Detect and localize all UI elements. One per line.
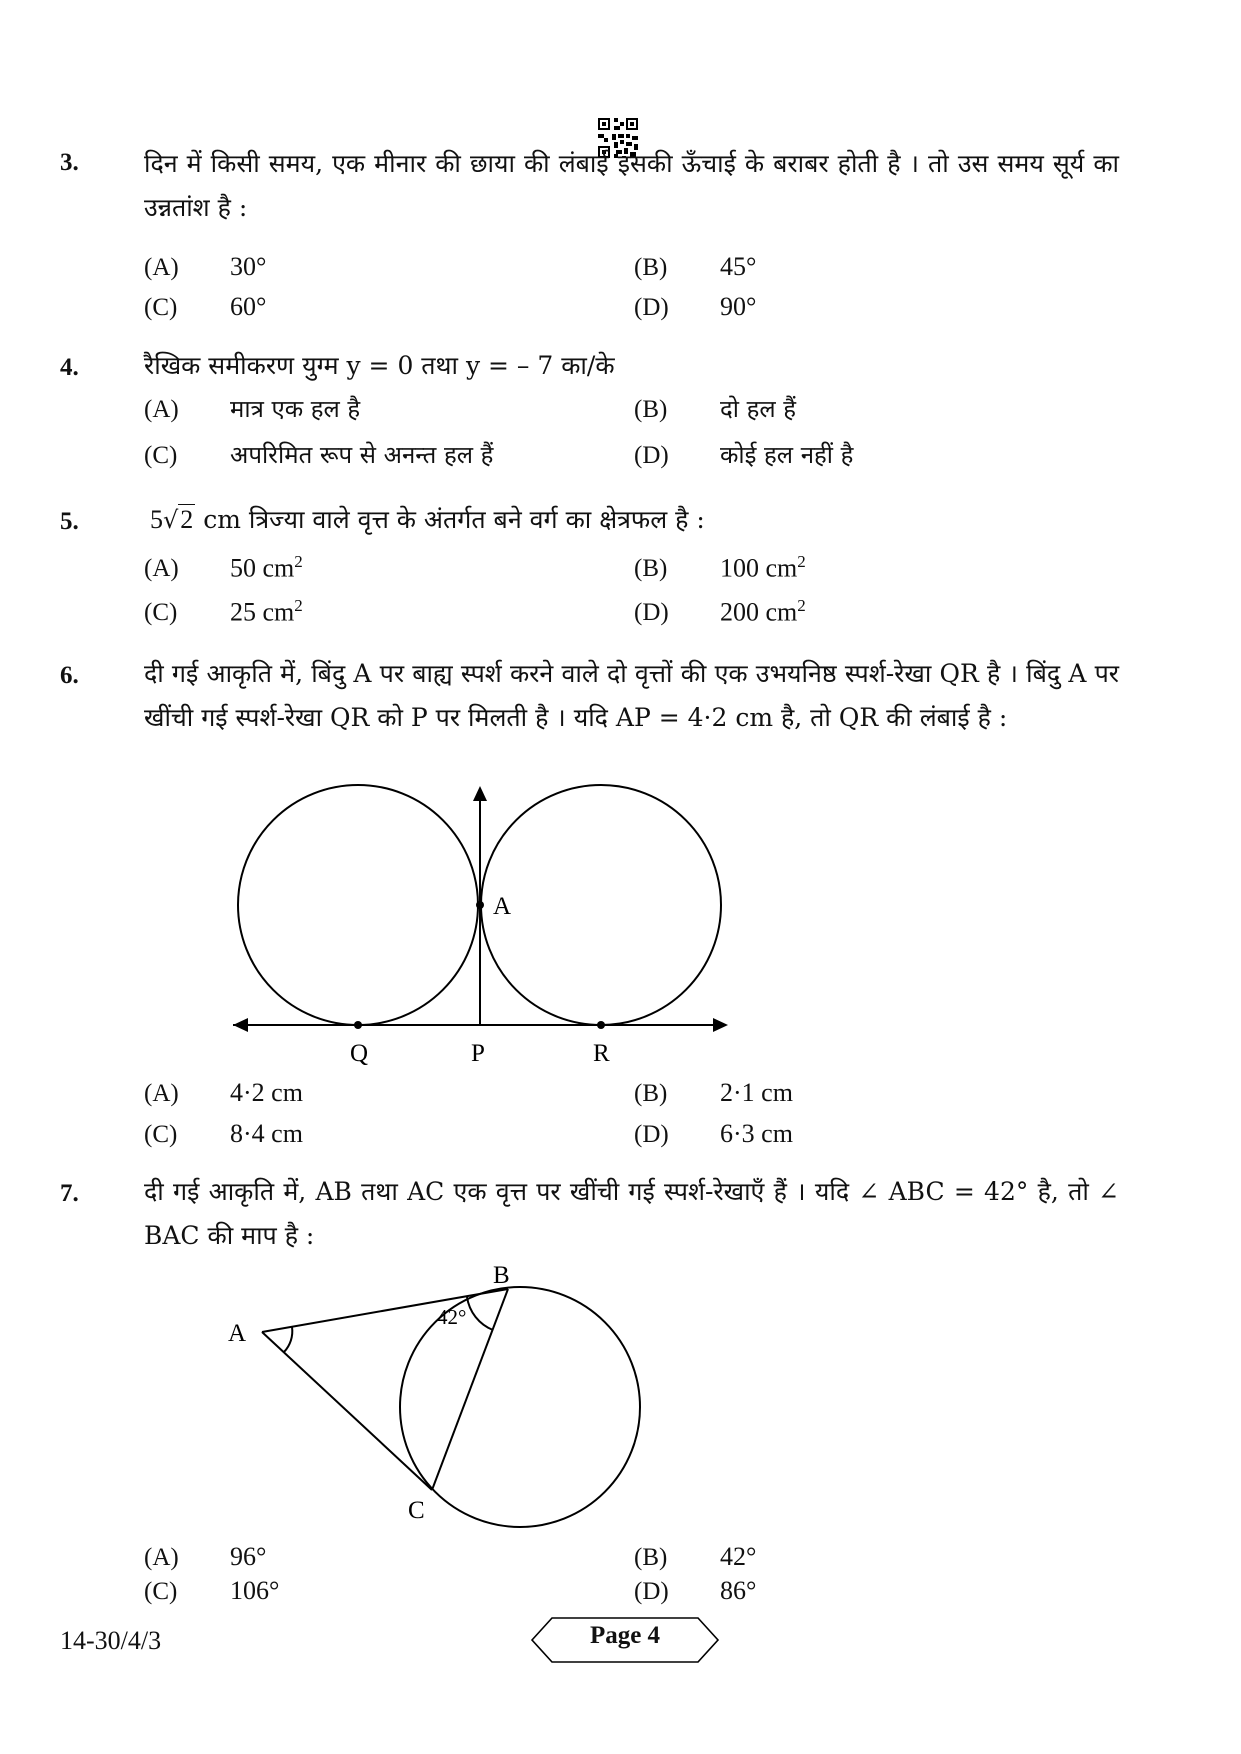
option-label: (A): [144, 254, 179, 281]
question-3-text: दिन में किसी समय, एक मीनार की छाया की लंबाई इसकी ऊँचाई के बराबर होती है । तो उस समय सूर्य का उन्नतांश है :: [144, 149, 1119, 222]
option-label: (C): [144, 599, 178, 627]
question-6-text: दी गई आकृति में, बिंदु A पर बाह्य स्पर्श करने वाले दो वृत्तों की एक उभयनिष्ठ स्पर्श-रेखा QR है । बिंदु A पर खींची गई स्पर्श-रेखा QR को P पर मिलती है । यदि AP = 4·2 cm है, तो QR की लंबाई है :: [144, 659, 1120, 732]
option-value: 106°: [230, 1576, 280, 1605]
arrowhead-up-icon: [473, 786, 487, 801]
label-a: A: [493, 893, 512, 920]
question-number-3: 3.: [60, 149, 79, 176]
question-7-option-d[interactable]: [634, 1576, 756, 1606]
angle-arc-b: [467, 1297, 493, 1330]
label-c-q7: C: [408, 1497, 425, 1524]
option-value: 86°: [720, 1576, 757, 1605]
option-label: (B): [634, 1080, 668, 1107]
option-label: (A): [144, 555, 179, 583]
option-value: 90°: [720, 292, 757, 321]
option-value: 60°: [230, 292, 267, 321]
option-value: 42°: [720, 1542, 757, 1571]
option-value: 200 cm: [720, 597, 798, 627]
option-label: (D): [634, 442, 669, 469]
option-label: (C): [144, 294, 178, 321]
option-value: 25 cm: [230, 597, 295, 627]
radius-coefficient: 5: [150, 505, 163, 534]
question-number-6: 6.: [60, 662, 79, 689]
paper-code: 14-30/4/3: [60, 1626, 162, 1655]
option-value: 100 cm: [720, 553, 798, 583]
superscript: 2: [294, 552, 303, 571]
option-label: (D): [634, 1121, 669, 1148]
option-value: 6·3 cm: [720, 1119, 793, 1148]
option-value: 30°: [230, 252, 267, 281]
option-value: 4·2 cm: [230, 1078, 303, 1107]
option-label: (A): [144, 1080, 179, 1107]
option-value: 2·1 cm: [720, 1078, 793, 1107]
point-a: [476, 901, 484, 909]
sqrt-symbol: √: [163, 506, 179, 534]
arrowhead-right-icon: [713, 1018, 728, 1032]
arrowhead-left-icon: [233, 1018, 248, 1032]
question-7-option-a[interactable]: [144, 1542, 266, 1572]
question-6-option-a[interactable]: [144, 1078, 303, 1108]
page-number: Page 4: [589, 1622, 661, 1649]
option-value: मात्र एक हल है: [230, 395, 361, 423]
option-label: (D): [634, 294, 669, 321]
question-4-text: रैखिक समीकरण युग्म y = 0 तथा y = – 7 का/के: [144, 351, 615, 380]
tangent-ac: [262, 1332, 432, 1490]
option-label: (C): [144, 442, 178, 469]
option-value: 96°: [230, 1542, 267, 1571]
label-b-q7: B: [493, 1262, 510, 1289]
question-number-7: 7.: [60, 1180, 79, 1207]
question-number-5: 5.: [60, 508, 79, 535]
option-label: (B): [634, 555, 668, 583]
label-p: P: [471, 1040, 485, 1067]
question-6-option-d[interactable]: [634, 1119, 793, 1149]
option-value: दो हल हैं: [720, 395, 796, 423]
label-a-q7: A: [228, 1320, 247, 1347]
superscript: 2: [294, 596, 303, 615]
point-q: [354, 1021, 362, 1029]
option-label: (B): [634, 396, 668, 423]
circle-q7: [400, 1287, 640, 1527]
question-7-option-b[interactable]: [634, 1542, 756, 1572]
option-value: 50 cm: [230, 553, 295, 583]
point-r: [597, 1021, 605, 1029]
right-circle: [481, 785, 721, 1025]
option-label: (A): [144, 1544, 179, 1571]
option-label: (B): [634, 1544, 668, 1571]
question-6-option-b[interactable]: [634, 1078, 793, 1108]
question-7-text: दी गई आकृति में, AB तथा AC एक वृत्त पर खींची गई स्पर्श-रेखाएँ हैं । यदि ∠ ABC = 42° है, तो ∠ BAC की माप है :: [144, 1177, 1119, 1250]
option-label: (D): [634, 1578, 669, 1605]
radical-value: 2: [180, 505, 194, 534]
option-label: (A): [144, 396, 179, 423]
angle-label-42: 42°: [437, 1305, 467, 1329]
question-5-body: cm त्रिज्या वाले वृत्त के अंतर्गत बने वर्ग का क्षेत्रफल है :: [195, 505, 705, 534]
option-label: (C): [144, 1578, 178, 1605]
option-label: (C): [144, 1121, 178, 1148]
angle-arc-a: [284, 1327, 292, 1352]
superscript: 2: [797, 596, 806, 615]
option-value: 8·4 cm: [230, 1119, 303, 1148]
question-7-option-c[interactable]: [144, 1576, 279, 1606]
label-r: R: [593, 1040, 610, 1067]
question-number-4: 4.: [60, 354, 79, 381]
question-6-option-c[interactable]: [144, 1119, 303, 1149]
option-label: (D): [634, 599, 669, 627]
option-value: कोई हल नहीं है: [720, 441, 854, 469]
superscript: 2: [797, 552, 806, 571]
label-q: Q: [350, 1040, 369, 1067]
left-circle: [238, 785, 478, 1025]
option-value: 45°: [720, 252, 757, 281]
option-value: अपरिमित रूप से अनन्त हल हैं: [230, 441, 494, 469]
option-label: (B): [634, 254, 668, 281]
